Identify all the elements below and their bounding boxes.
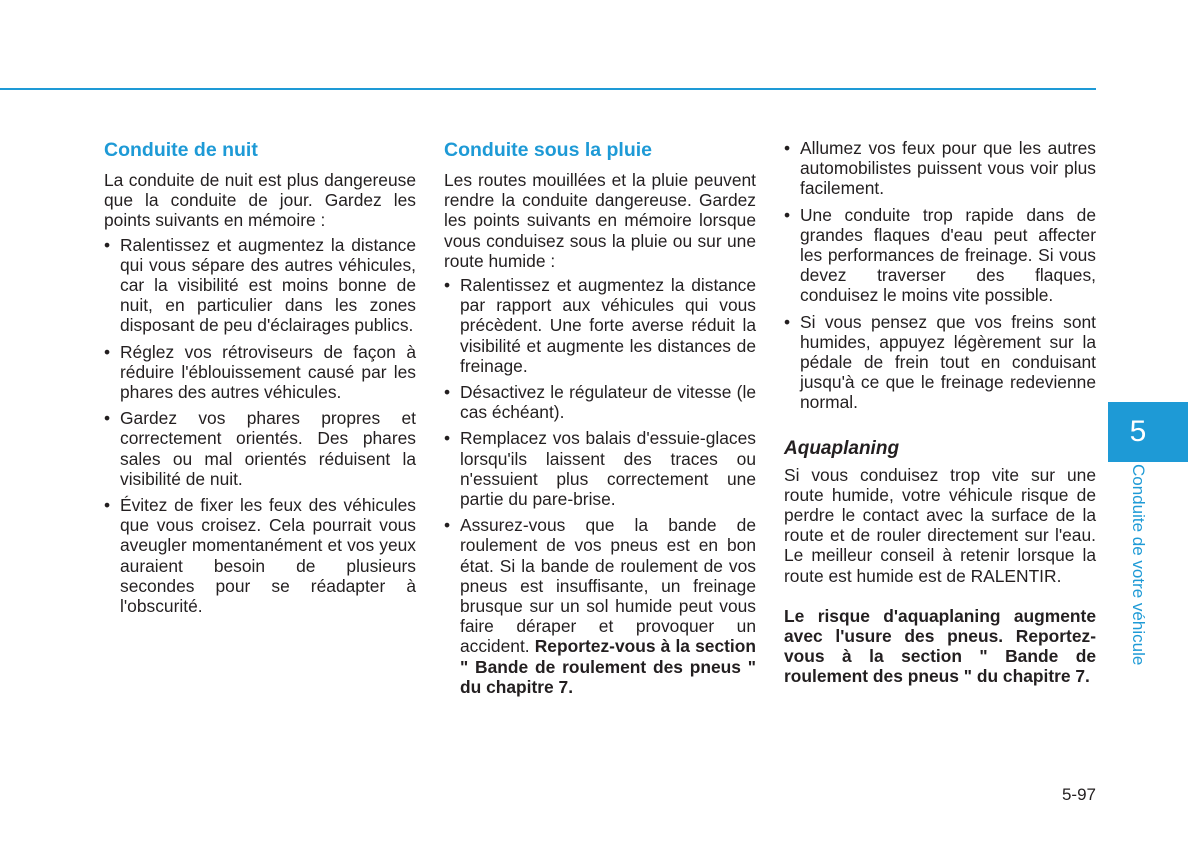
section-intro-rain: Les routes mouillées et la pluie peuvent rendre la conduite dangereuse. Gardez les points suivants en mémoire lorsque vous conduisez sous la pluie ou sur une route humide : [444,170,756,271]
column-aquaplaning [784,138,1096,687]
rain-tips-list-continued [784,138,1096,413]
list-item: • Une conduite trop rapide dans de grandes flaques d'eau peut affecter les performances de freinage. Si vous devez traverser des flaques, conduisez le moins vite possible. [784,205,1096,306]
header-rule [0,88,1096,90]
list-item: • Ralentissez et augmentez la distance qui vous sépare des autres véhicules, car la visibilité est moins bonne de nuit, en particulier dans les zones disposant de peu d'éclairages publics. [104,235,416,336]
section-title-night: Conduite de nuit [104,139,258,161]
list-item: • Désactivez le régulateur de vitesse (le cas échéant). [444,382,756,422]
column-night-driving [104,138,416,622]
list-item: • Gardez vos phares propres et correctement orientés. Des phares sales ou mal orientés réduisent la visibilité de nuit. [104,408,416,489]
column-rain-driving [444,138,756,703]
chapter-label: Conduite de votre véhicule [1129,464,1148,666]
chapter-number: 5 [1129,415,1147,448]
tread-item-text: Assurez-vous que la bande de roulement de vos pneus est en bon état. Si la bande de roulement de vos pneus est insuffisante, un freinage brusque sur un sol humide peut vous faire déraper et provoquer un accident. [460,515,756,657]
aquaplaning-text: Si vous conduisez trop vite sur une route humide, votre véhicule risque de perdre le contact avec la surface de la route et de rouler directement sur l'eau. Le meilleur conseil à retenir lorsque la route est humide est de RALENTIR. [784,464,1096,586]
tread-item-reference: Reportez-vous à la section " Bande de roulement des pneus " du chapitre 7. [460,636,756,697]
rain-tips-list [444,275,756,697]
list-item: • Remplacez vos balais d'essuie-glaces lorsqu'ils laissent des traces ou n'essuient plus correctement une partie du pare-brise. [444,428,756,509]
section-title-rain: Conduite sous la pluie [444,139,653,161]
list-item: • Ralentissez et augmentez la distance par rapport aux véhicules qui vous précèdent. Une forte averse réduit la visibilité et augmente les distances de freinage. [444,275,756,376]
section-intro-night: La conduite de nuit est plus dangereuse que la conduite de jour. Gardez les points suivants en mémoire : [104,170,416,231]
list-item-tread [444,515,756,697]
list-item: • Évitez de fixer les feux des véhicules que vous croisez. Cela pourrait vous aveugler momentanément et vos yeux auraient besoin de plusieurs secondes pour se réadapter à l'obscurité. [104,495,416,616]
list-item: • Si vous pensez que vos freins sont humides, appuyez légèrement sur la pédale de frein tout en conduisant jusqu'à ce que le freinage redevienne normal. [784,312,1096,413]
night-tips-list [104,235,416,617]
section-title-aquaplaning: Aquaplaning [784,437,900,459]
list-item: • Allumez vos feux pour que les autres automobilistes puissent vous voir plus facilement. [784,138,1096,199]
aquaplaning-warning: Le risque d'aquaplaning augmente avec l'usure des pneus. Reportez-vous à la section " Bande de roulement des pneus " du chapitre 7. [784,605,1096,687]
list-item: • Réglez vos rétroviseurs de façon à réduire l'éblouissement causé par les phares des autres véhicules. [104,342,416,403]
page-number: 5-97 [1061,785,1096,804]
